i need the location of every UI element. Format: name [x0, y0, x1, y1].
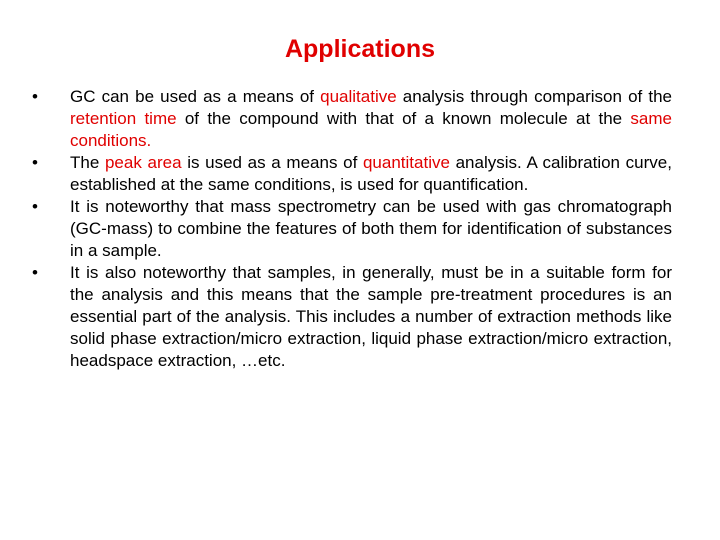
bullet-item-gc-qualitative	[32, 86, 672, 152]
bullet-item-sample-pretreatment	[32, 262, 672, 372]
highlight-qualitative: qualitative	[320, 87, 397, 106]
highlight-peak-area: peak area	[104, 153, 182, 172]
highlight-quantitative: quantitative	[362, 153, 450, 172]
bullet-dot-icon: •	[32, 197, 38, 216]
bullet-text: analysis. A calibration curve, established at the same conditions, is used for quantification.	[70, 153, 672, 194]
bullet-text: of the compound with that of a known molecule at the	[176, 109, 631, 128]
bullet-text: It is noteworthy that mass spectrometry can be used with gas chromatograph (GC-mass) to combine the features of both them for identification of substances in a sample.	[70, 197, 672, 260]
bullet-dot-icon: •	[32, 263, 38, 282]
bullet-text: analysis through comparison of the	[396, 87, 672, 106]
bullet-text: The	[70, 153, 105, 172]
bullet-item-peak-area	[32, 152, 672, 196]
bullet-list	[32, 86, 672, 372]
bullet-dot-icon: •	[32, 87, 38, 106]
bullet-text: is used as a means of	[181, 153, 363, 172]
bullet-dot-icon: •	[32, 153, 38, 172]
highlight-same-conditions: same conditions.	[70, 109, 672, 150]
slide-title: Applications	[284, 35, 435, 63]
bullet-text: It is also noteworthy that samples, in generally, must be in a suitable form for the analysis and this means that the sample pre-treatment procedures is an essential part of the analysis. This includes a number of extraction methods like solid phase extraction/micro extraction, liquid phase extraction/micro extraction, headspace extraction, …etc.	[70, 263, 672, 370]
bullet-text: GC can be used as a means of	[70, 87, 321, 106]
highlight-retention-time: retention time	[70, 109, 177, 128]
bullet-item-gc-mass	[32, 196, 672, 262]
